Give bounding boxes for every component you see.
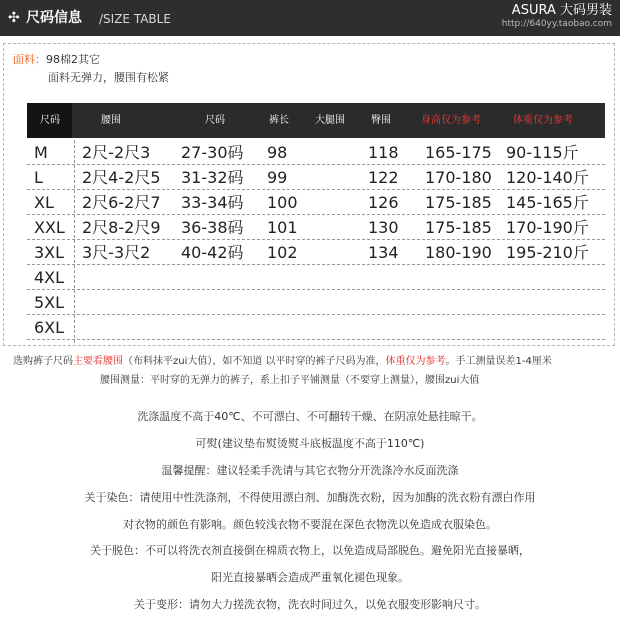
cell-size: 4XL (34, 268, 65, 287)
cell-waist: 2尺8-2尺9 (82, 218, 161, 237)
cell-size: 6XL (34, 318, 65, 337)
header-height: 身高仅为参考 (421, 115, 481, 126)
cell-hip: 134 (368, 243, 399, 262)
care-line: 温馨提醒：建议轻柔手洗请与其它衣物分开洗涤冷水反面洗涤 (161, 464, 459, 477)
cell-code: 36-38码 (181, 218, 244, 237)
cell-height: 175-185 (425, 193, 492, 212)
care-line: 可熨(建议垫布熨烫熨斗底板温度不高于110℃) (195, 437, 425, 450)
care-line: 对衣物的颜色有影响。颜色较浅衣物不要混在深色衣物洗以免造成衣服染色。 (123, 518, 497, 531)
care-line: 阳光直接暴晒会造成严重氧化褪色现象。 (211, 571, 409, 584)
brand-url: http://640yy.taobao.com (501, 19, 612, 29)
table-row (27, 265, 605, 290)
note-text: 选购裤子尺码 (13, 356, 73, 367)
section-subtitle: /SIZE TABLE (99, 12, 171, 26)
cell-hip: 130 (368, 218, 399, 237)
cell-length: 98 (267, 143, 288, 162)
cell-hip: 118 (368, 143, 399, 162)
cell-weight: 120-140斤 (506, 168, 589, 187)
cell-height: 170-180 (425, 168, 492, 187)
table-row (27, 290, 605, 315)
cell-size: 5XL (34, 293, 65, 312)
cell-hip: 126 (368, 193, 399, 212)
header-hip: 臀围 (371, 115, 391, 126)
section-header (0, 0, 620, 36)
cell-height: 180-190 (425, 243, 492, 262)
header-size: 尺码 (40, 115, 60, 126)
table-row (27, 315, 605, 340)
cell-waist: 2尺4-2尺5 (82, 168, 161, 187)
fabric-label: 面料： (13, 53, 46, 66)
size-table-header (27, 103, 605, 138)
size-table-body (27, 140, 605, 340)
cell-waist: 2尺6-2尺7 (82, 193, 161, 212)
cell-length: 102 (267, 243, 298, 262)
table-row (27, 240, 605, 265)
cell-weight: 195-210斤 (506, 243, 589, 262)
cell-weight: 90-115斤 (506, 143, 579, 162)
cell-height: 165-175 (425, 143, 492, 162)
cell-waist: 3尺-3尺2 (82, 243, 151, 262)
care-line: 洗涤温度不高于40℃、不可漂白、不可翻转干燥、在阴凉处悬挂晾干。 (137, 410, 483, 423)
cell-length: 101 (267, 218, 298, 237)
brand-logo (502, 2, 612, 30)
waist-measure-note: 腰围测量：平时穿的无弹力的裤子，系上扣子平铺测量（不要穿上测量），腰围zui大值 (100, 375, 480, 386)
brand-name: ASURA 大码男装 (511, 3, 612, 18)
cell-size: L (34, 168, 43, 187)
header-weight: 体重仅为参考 (513, 115, 573, 126)
care-line: 关于染色：请使用中性洗涤剂，不得使用漂白剂、加酶洗衣粉，因为加酶的洗衣粉有漂白作用 (84, 491, 536, 504)
cross-icon: ✣ (8, 10, 20, 26)
note-text: （布料抹平zui大值），如不知道 以平时穿的裤子尺码为准， (123, 356, 386, 367)
cell-size: 3XL (34, 243, 65, 262)
cell-weight: 145-165斤 (506, 193, 589, 212)
fabric-note: 面料无弹力，腰围有松紧 (48, 71, 169, 84)
cell-size: XL (34, 193, 54, 212)
note-text: 。手工测量误差1-4厘米 (445, 356, 552, 367)
cell-size: M (34, 143, 48, 162)
cell-code: 31-32码 (181, 168, 244, 187)
cell-hip: 122 (368, 168, 399, 187)
cell-code: 27-30码 (181, 143, 244, 162)
cell-length: 100 (267, 193, 298, 212)
cell-code: 40-42码 (181, 243, 244, 262)
header-waist: 腰围 (101, 115, 121, 126)
table-row (27, 140, 605, 165)
cell-height: 175-185 (425, 218, 492, 237)
header-length: 裤长 (269, 115, 289, 126)
section-title: 尺码信息 (26, 10, 82, 26)
header-thigh: 大腿围 (315, 115, 345, 126)
table-row (27, 190, 605, 215)
note-highlight: 体重仅为参考 (385, 356, 446, 367)
cell-size: XXL (34, 218, 65, 237)
cell-weight: 170-190斤 (506, 218, 589, 237)
note-highlight: 主要看腰围 (73, 356, 123, 367)
care-line: 关于脱色：不可以将洗衣剂直接倒在棉质衣物上，以免造成局部脱色。避免阳光直接暴晒， (90, 544, 530, 557)
care-line: 关于变形：请勿大力搓洗衣物，洗衣时间过久，以免衣服变形影响尺寸。 (134, 598, 486, 611)
purchase-note (13, 355, 552, 369)
header-code: 尺码 (205, 115, 225, 126)
cell-length: 99 (267, 168, 288, 187)
cell-code: 33-34码 (181, 193, 244, 212)
fabric-value: 98棉2其它 (46, 53, 100, 66)
table-row (27, 165, 605, 190)
cell-waist: 2尺-2尺3 (82, 143, 151, 162)
table-row (27, 215, 605, 240)
fabric-composition (13, 52, 100, 67)
